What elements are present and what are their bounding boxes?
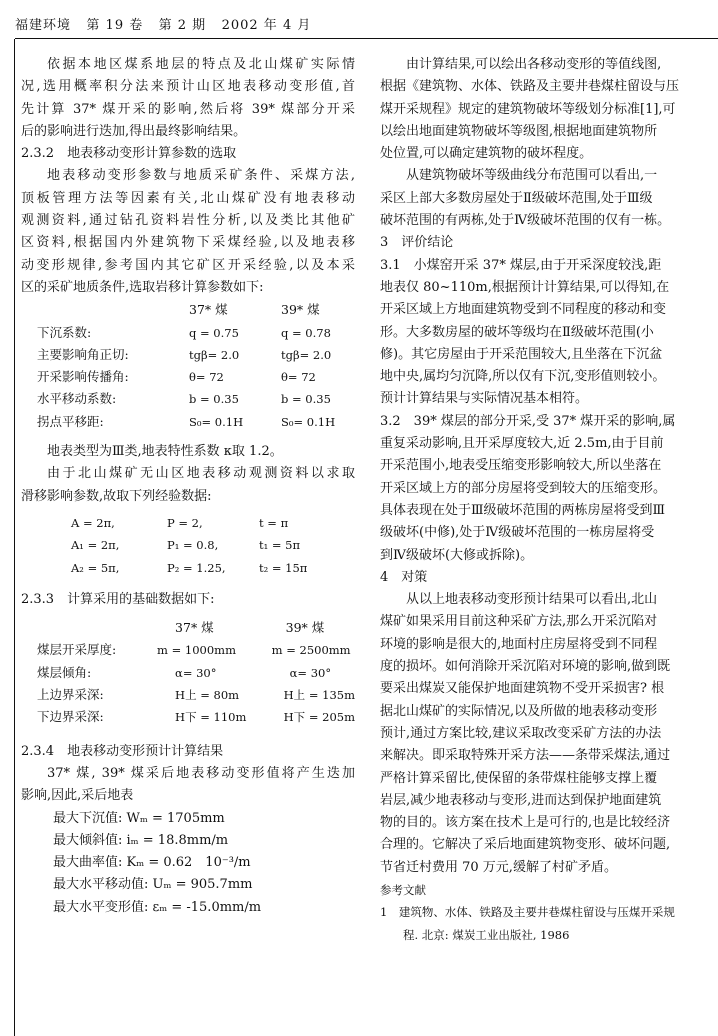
text-line: 开采区域上方地面建筑物受到不同程度的移动和变 bbox=[380, 302, 667, 318]
section-heading-3: 3 评价结论 bbox=[380, 235, 454, 251]
table-cell: 下沉系数: bbox=[37, 324, 92, 340]
parameter-table bbox=[37, 299, 335, 433]
text-line: 由计算结果,可以绘出各移动变形的等值线图, bbox=[406, 57, 662, 72]
text-line: 动变形规律,参考国内其它矿区开采经验,以及本采 bbox=[21, 257, 355, 273]
text-line: 据北山煤矿的实际情况,以及所做的地表移动变形 bbox=[380, 703, 658, 719]
table-row bbox=[37, 662, 355, 684]
text-line: 地表移动变形参数与地质采矿条件、采煤方法, bbox=[47, 168, 355, 184]
table-row bbox=[37, 639, 355, 661]
table-cell: 37* 煤 bbox=[175, 620, 214, 636]
text-line: 3.2 39* 煤层的部分开采,受 37* 煤开采的影响,属 bbox=[380, 413, 676, 429]
text-line: 环境的影响是很大的,地面村庄房屋将受到不同程 bbox=[380, 636, 658, 652]
table-header-row bbox=[37, 299, 335, 321]
text-line: 况,选用概率积分法来预计山区地表移动变形值,首 bbox=[21, 79, 355, 95]
table-cell: 下边界采深: bbox=[37, 709, 104, 725]
text-line: 具体表现在处于Ⅲ级破坏范围的两栋房屋将受到Ⅲ bbox=[380, 502, 666, 518]
table-cell: α= 30° bbox=[175, 665, 217, 680]
table-cell: 水平移动系数: bbox=[37, 391, 117, 407]
table-row bbox=[37, 344, 335, 366]
table-row bbox=[37, 366, 335, 388]
result-line: 最大下沉值: Wₘ = 1705mm bbox=[53, 810, 225, 826]
table-cell: 39* 煤 bbox=[281, 302, 320, 318]
table-cell: t₂ = 15π bbox=[259, 560, 308, 575]
text-line: 处位置,可以确定建筑物的破坏程度。 bbox=[380, 146, 593, 162]
text-line: 观测资料,通过钻孔资料岩性分析,以及类比其他矿 bbox=[21, 213, 355, 229]
table-cell: b = 0.35 bbox=[281, 392, 331, 407]
text-line: 要采出煤炭又能保护地面建筑物不受开采损害? 根 bbox=[380, 681, 665, 697]
margin-rule bbox=[14, 39, 15, 1036]
paragraph-parameters bbox=[21, 165, 355, 299]
table-cell: tgβ= 2.0 bbox=[189, 347, 240, 362]
table-header-row bbox=[37, 617, 355, 639]
table-cell: H下 = 205m bbox=[283, 710, 355, 725]
table-cell: m = 2500mm bbox=[271, 643, 351, 658]
text-line: 37* 煤, 39* 煤采后地表移动变形值将产生迭加 bbox=[47, 765, 355, 781]
table-cell: t = π bbox=[259, 515, 289, 530]
table-cell: A₁ = 2π, bbox=[71, 538, 120, 553]
table-cell: q = 0.75 bbox=[189, 325, 239, 340]
header-rule bbox=[15, 38, 718, 39]
table-cell: H上 = 80m bbox=[175, 688, 240, 703]
result-line: 最大水平移动值: Uₘ = 905.7mm bbox=[53, 877, 253, 893]
text-line: 开采区域上方的部分房屋将受到较大的压缩变形。 bbox=[380, 480, 667, 496]
table-cell: P = 2, bbox=[167, 515, 203, 530]
result-line: 最大曲率值: Kₘ = 0.62 10⁻³/m bbox=[53, 855, 251, 871]
table-cell: 开采影响传播角: bbox=[37, 369, 129, 385]
right-column bbox=[380, 54, 718, 946]
basic-data-table bbox=[37, 617, 355, 728]
date: 2002 年 4 月 bbox=[221, 18, 312, 33]
left-column bbox=[21, 54, 355, 919]
table-cell: θ= 72 bbox=[281, 370, 316, 385]
text-line: 滑移影响参数,故取下列经验数据: bbox=[21, 488, 212, 504]
table-row bbox=[37, 388, 335, 410]
table-row bbox=[71, 534, 307, 556]
text-line: 预计,通过方案比较,建议采取改变采矿方法的办法 bbox=[380, 725, 662, 741]
table-row bbox=[37, 706, 355, 728]
table-cell: S₀= 0.1H bbox=[189, 414, 244, 429]
table-cell: 拐点平移距: bbox=[37, 413, 104, 429]
text-line: 岩层,减少地表移动与变形,进而达到保护地面建筑 bbox=[380, 792, 662, 808]
section-heading-4: 4 对策 bbox=[380, 569, 428, 585]
result-line: 最大水平变形值: εₘ = -15.0mm/m bbox=[53, 899, 262, 915]
text-line: 区资料,根据国内外建筑物下采煤经验,以及地表移 bbox=[21, 235, 355, 251]
text-line: 煤开采规程》规定的建筑物破坏等级划分标准[1],可 bbox=[380, 101, 676, 117]
text-line: 以绘出地面建筑物破坏等级图,根据地面建筑物所 bbox=[380, 123, 658, 139]
volume: 第 19 卷 bbox=[86, 18, 144, 33]
text-line: 3.1 小煤窑开采 37* 煤层,由于开采深度较浅,距 bbox=[380, 257, 662, 273]
text-line: 顶板管理方法等因素有关,北山煤矿没有地表移动 bbox=[21, 190, 355, 206]
text-line: 来解决。即采取特殊开采方法——条带采煤法,通过 bbox=[380, 748, 671, 764]
table-row bbox=[71, 557, 307, 579]
table-row bbox=[37, 411, 335, 433]
table-cell: α= 30° bbox=[289, 665, 332, 680]
text-line: 预计计算结果与实际情况基本相符。 bbox=[380, 391, 589, 407]
section-heading-2-3-4: 2.3.4 地表移动变形预计计算结果 bbox=[21, 743, 224, 759]
text-line: 地表类型为Ⅲ类,地表特性系数 κ取 1.2。 bbox=[47, 444, 283, 460]
table-cell: 煤层倾角: bbox=[37, 664, 92, 680]
result-line: 最大倾斜值: iₘ = 18.8mm/m bbox=[53, 832, 229, 848]
text-line: 采区上部大多数房屋处于Ⅱ级破坏范围,处于Ⅲ级 bbox=[380, 190, 653, 206]
text-line: 重复采动影响,且开采厚度较大,近 2.5m,由于目前 bbox=[380, 436, 664, 452]
table-cell: 上边界采深: bbox=[37, 687, 104, 703]
table-cell: θ= 72 bbox=[189, 370, 224, 385]
issue: 第 2 期 bbox=[158, 18, 207, 33]
table-row bbox=[71, 512, 307, 534]
text-line: 严格计算采留比,使保留的条带煤柱能够支撑上覆 bbox=[380, 770, 658, 786]
text-line: 区的采矿地质条件,选取岩移计算参数如下: bbox=[21, 279, 264, 295]
text-line: 物的目的。该方案在技术上是可行的,也是比较经济 bbox=[380, 815, 671, 831]
table-cell bbox=[37, 299, 189, 321]
table-cell: A₂ = 5π, bbox=[71, 560, 120, 575]
text-line: 节省迁村费用 70 万元,缓解了村矿矛盾。 bbox=[380, 859, 617, 875]
text-line: 先计算 37* 煤开采的影响,然后将 39* 煤部分开采 bbox=[21, 101, 355, 117]
table-cell: 主要影响角正切: bbox=[37, 346, 129, 362]
table-cell: 煤层开采厚度: bbox=[37, 642, 117, 658]
table-cell: H上 = 135m bbox=[283, 688, 355, 703]
text-line: 级破坏(中修),处于Ⅳ级破坏范围的一栋房屋将受 bbox=[380, 525, 655, 541]
table-cell: S₀= 0.1H bbox=[281, 414, 336, 429]
table-cell: P₂ = 1.25, bbox=[167, 560, 226, 575]
journal-name: 福建环境 bbox=[15, 18, 72, 33]
text-line: 地中央,属均匀沉降,所以仅有下沉,变形值则较小。 bbox=[380, 369, 666, 385]
text-line: 形。大多数房屋的破坏等级均在Ⅱ级破坏范围(小 bbox=[380, 324, 654, 340]
table-cell: P₁ = 0.8, bbox=[167, 538, 219, 553]
text-line: 地表仅 80~110m,根据预计计算结果,可以得知,在 bbox=[380, 279, 670, 295]
running-header bbox=[15, 14, 311, 33]
reference-line: 1 建筑物、水体、铁路及主要井巷煤柱留设与压煤开采规 bbox=[380, 905, 675, 920]
text-line: 破坏范围的有两栋,处于Ⅳ级破坏范围的仅有一栋。 bbox=[380, 213, 671, 229]
text-line: 煤矿如果采用目前这种采矿方法,那么开采沉陷对 bbox=[380, 614, 658, 630]
text-line: 度的损坏。如何消除开采沉陷对环境的影响,做到既 bbox=[380, 659, 671, 675]
text-line: 合理的。它解决了采后地面建筑物变形、破坏问题, bbox=[380, 837, 671, 853]
table-cell: tgβ= 2.0 bbox=[281, 347, 332, 362]
results-list bbox=[21, 808, 355, 919]
table-cell: m = 1000mm bbox=[157, 643, 236, 658]
text-line: 由于北山煤矿无山区地表移动观测资料以求取 bbox=[47, 466, 355, 482]
references-heading: 参考文献 bbox=[380, 882, 426, 897]
text-line: 根据《建筑物、水体、铁路及主要井巷煤柱留设与压 bbox=[380, 79, 680, 95]
text-line: 到Ⅳ级破坏(大修或拆除)。 bbox=[380, 547, 534, 563]
text-line: 影响,因此,采后地表 bbox=[21, 788, 134, 804]
table-cell: A = 2π, bbox=[71, 515, 115, 530]
text-line: 修)。其它房屋由于开采范围较大,且坐落在下沉盆 bbox=[380, 346, 663, 362]
text-line: 开采范围小,地表受压缩变形影响较大,所以坐落在 bbox=[380, 458, 662, 474]
table-cell bbox=[37, 617, 157, 639]
section-heading-2-3-2: 2.3.2 地表移动变形计算参数的选取 bbox=[21, 146, 237, 162]
text-line: 从建筑物破坏等级曲线分布范围可以看出,一 bbox=[406, 168, 658, 184]
table-cell: 39* 煤 bbox=[285, 620, 325, 636]
table-row bbox=[37, 322, 335, 344]
table-cell: b = 0.35 bbox=[189, 392, 239, 407]
section-heading-2-3-3: 2.3.3 计算采用的基础数据如下: bbox=[21, 591, 215, 607]
text-line: 依据本地区煤系地层的特点及北山煤矿实际情 bbox=[47, 57, 355, 72]
paragraph-method bbox=[21, 54, 355, 143]
table-cell: H下 = 110m bbox=[175, 710, 247, 725]
text-line: 从以上地表移动变形预计结果可以看出,北山 bbox=[406, 592, 658, 608]
empirical-table bbox=[71, 512, 307, 579]
reference-line: 程. 北京: 煤炭工业出版社, 1986 bbox=[380, 927, 570, 942]
table-cell: q = 0.78 bbox=[281, 325, 331, 340]
table-row bbox=[37, 684, 355, 706]
table-cell: 37* 煤 bbox=[189, 302, 228, 318]
text-line: 后的影响进行迭加,得出最终影响结果。 bbox=[21, 123, 247, 139]
table-cell: t₁ = 5π bbox=[259, 538, 301, 553]
